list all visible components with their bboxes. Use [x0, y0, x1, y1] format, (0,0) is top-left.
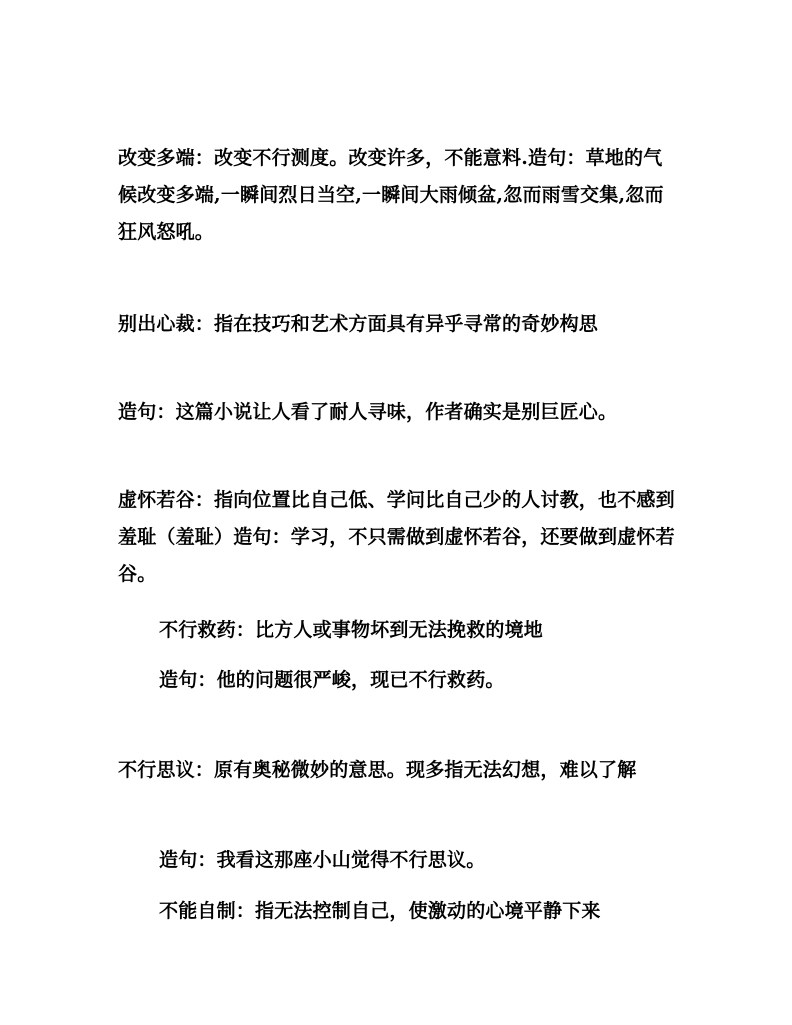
paragraph-humble: 虚怀若谷：指向位置比自己低、学问比自己少的人讨教，也不感到羞耻（羞耻）造句：学习，不只需做到虚怀若谷，还要做到虚怀若谷。	[118, 489, 675, 585]
paragraph-hopeless: 不行救药：比方人或事物坏到无法挽救的境地	[159, 619, 544, 641]
paragraph-hopeless-sentence: 造句：他的问题很严峻，现已不行救药。	[159, 669, 505, 691]
paragraph-original-idea-sentence: 造句：这篇小说让人看了耐人寻味，作者确实是别巨匠心。	[118, 401, 618, 423]
paragraph-changeable: 改变多端：改变不行测度。改变许多，不能意料.造句：草地的气候改变多端,一瞬间烈日当空,一瞬间大雨倾盆,忽而雨雪交集,忽而狂风怒吼。	[118, 147, 664, 243]
paragraph-uncontrollable: 不能自制：指无法控制自己，使激动的心境平静下来	[159, 900, 601, 922]
paragraph-original-idea: 别出心裁：指在技巧和艺术方面具有异乎寻常的奇妙构思	[118, 313, 599, 335]
paragraph-incredible: 不行思议：原有奥秘微妙的意思。现多指无法幻想，难以了解	[118, 759, 637, 781]
paragraph-incredible-sentence: 造句：我看这那座小山觉得不行思议。	[159, 849, 486, 871]
